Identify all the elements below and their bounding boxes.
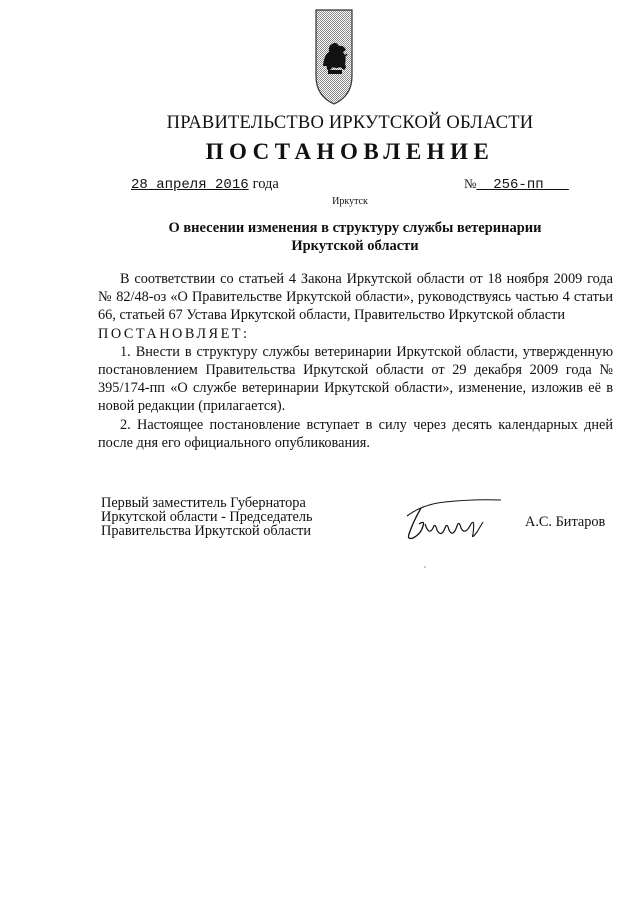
position-line-1: Первый заместитель Губернатора [101, 495, 306, 511]
city: Иркутск [332, 196, 368, 207]
decree-subject [150, 219, 560, 255]
signatory-name: А.С. Битаров [525, 514, 606, 530]
position-line-3: Правительства Иркутской области [101, 523, 312, 539]
subject-line-1: О внесении изменения в структуру службы ветеринарии [168, 220, 542, 236]
number-label: № [464, 176, 477, 191]
date-suffix: года [252, 176, 279, 192]
signatory-position [101, 496, 361, 538]
scan-speck [424, 566, 426, 568]
decree-date [131, 175, 279, 193]
item-2-paragraph: 2. Настоящее постановление вступает в силу через десять календарных дней после дня его официального опубликования. [98, 416, 613, 451]
date-value: 28 апреля 2016 [131, 177, 249, 193]
resolves-heading: ПОСТАНОВЛЯЕТ: [98, 325, 250, 342]
number-value: 256-пп [493, 177, 544, 193]
handwritten-signature-icon [403, 494, 513, 544]
decree-title: ПОСТАНОВЛЕНИЕ [205, 139, 495, 164]
decree-number [464, 175, 569, 193]
government-title: ПРАВИТЕЛЬСТВО ИРКУТСКОЙ ОБЛАСТИ [166, 113, 534, 133]
position-line-2: Иркутской области - Председатель [101, 509, 313, 525]
coat-of-arms-icon [314, 8, 354, 108]
number-value-field [476, 177, 568, 193]
decree-body [98, 270, 613, 452]
preamble-paragraph: В соответствии со статьей 4 Закона Иркутской области от 18 ноября 2009 года № 82/48-оз «О Правительстве Иркутской области», руководствуясь частью 4 статьи 66, статьей 67 Устава Иркутской области, Правительство Иркутской области [98, 271, 613, 324]
item-1-paragraph: 1. Внести в структуру службы ветеринарии Иркутской области, утвержденную постановлением Правительства Иркутской области от 29 декабря 2009 года № 395/174-пп «О службе ветеринарии Иркутской области», изменение, изложив её в новой редакции (прилагается). [98, 343, 613, 415]
subject-line-2: Иркутской области [291, 238, 419, 254]
